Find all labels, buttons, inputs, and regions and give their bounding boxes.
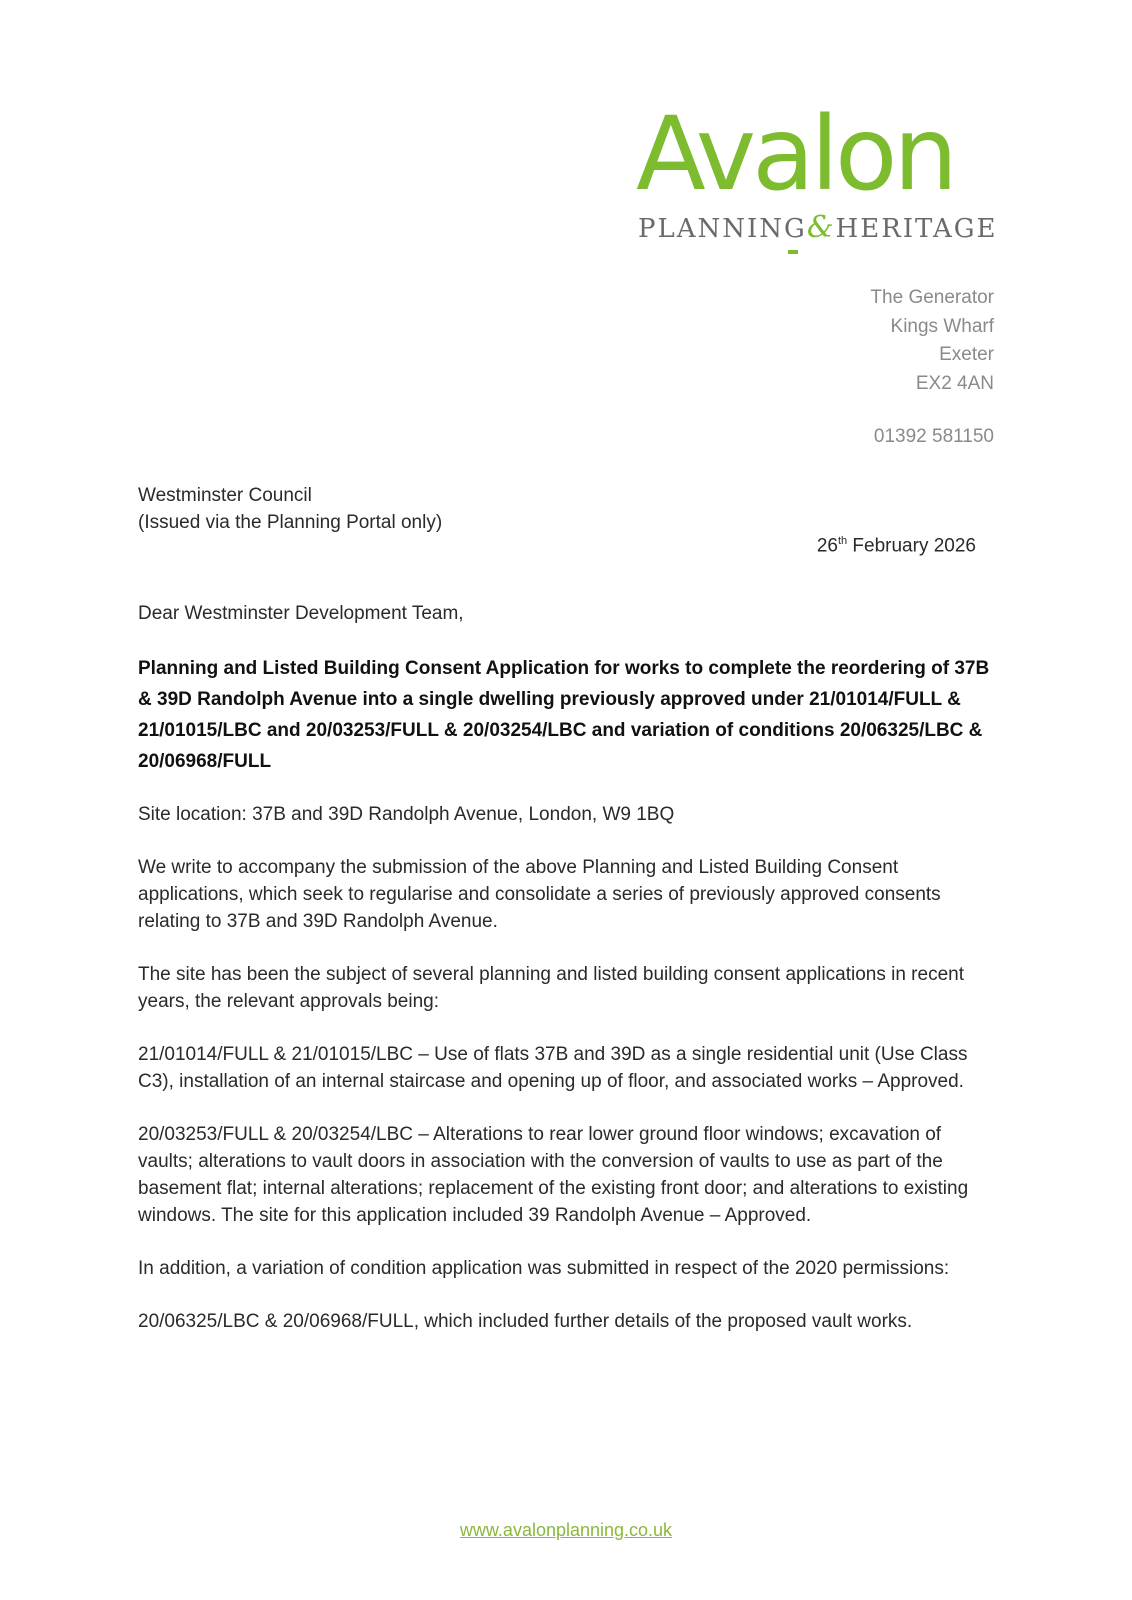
letter-body <box>138 600 1000 1361</box>
date-day: 26 <box>816 535 838 557</box>
salutation: Dear Westminster Development Team, <box>138 603 464 624</box>
letter-date <box>817 535 976 557</box>
company-logo <box>620 95 998 260</box>
logo-accent-dash <box>788 250 798 254</box>
recipient-block <box>138 482 442 536</box>
address-line: The Generator <box>870 287 994 308</box>
date-suffix: th <box>837 535 848 547</box>
site-location: Site location: 37B and 39D Randolph Avenue, London, W9 1BQ <box>138 804 675 825</box>
sender-phone: 01392 581150 <box>873 426 994 447</box>
sender-address <box>870 284 994 398</box>
website-link[interactable]: www.avalonplanning.co.uk <box>459 1520 673 1540</box>
logo-wordmark: Avalon <box>636 95 955 214</box>
address-line: EX2 4AN <box>915 372 994 394</box>
logo-tagline-left: PLANNING <box>638 214 807 244</box>
recipient-note: (Issued via the Planning Portal only) <box>138 512 443 533</box>
body-paragraph: In addition, a variation of condition application was submitted in respect of the 2020 permissions: <box>138 1258 950 1279</box>
body-paragraph: 21/01014/FULL & 21/01015/LBC – Use of flats 37B and 39D as a single residential unit (Use Class C3), installation of an internal staircase and opening up of floor, and associated works – Approved. <box>138 1044 968 1092</box>
body-paragraph: 20/03253/FULL & 20/03254/LBC – Alterations to rear lower ground floor windows; excavation of vaults; alterations to vault doors in association with the conversion of vaults to use as part of the basement flat; internal alterations; replacement of the existing front door; and alterations to existing windows. The site for this application included 39 Randolph Avenue – Approved. <box>138 1124 969 1226</box>
address-line: Exeter <box>939 344 994 365</box>
date-month-year: February 2026 <box>852 535 976 557</box>
logo-ampersand: & <box>806 210 836 245</box>
body-paragraph: 20/06325/LBC & 20/06968/FULL, which included further details of the proposed vault works. <box>138 1311 913 1332</box>
recipient-name: Westminster Council <box>138 485 312 506</box>
logo-tagline <box>638 212 998 245</box>
body-paragraph: The site has been the subject of several planning and listed building consent applications in recent years, the relevant approvals being: <box>138 964 964 1012</box>
address-line: Kings Wharf <box>890 315 994 337</box>
logo-tagline-right: HERITAGE <box>835 214 998 244</box>
subject-heading: Planning and Listed Building Consent Application for works to complete the reordering of 37B & 39D Randolph Avenue into a single dwelling previously approved under 21/01014/FULL & 21/01015/LBC and 20/03253/FULL & 20/03254/LBC and variation of conditions 20/06325/LBC & 20/06968/FULL <box>138 658 990 772</box>
body-paragraph: We write to accompany the submission of the above Planning and Listed Building Consent applications, which seek to regularise and consolidate a series of previously approved consents relating to 37B and 39D Randolph Avenue. <box>138 857 941 932</box>
